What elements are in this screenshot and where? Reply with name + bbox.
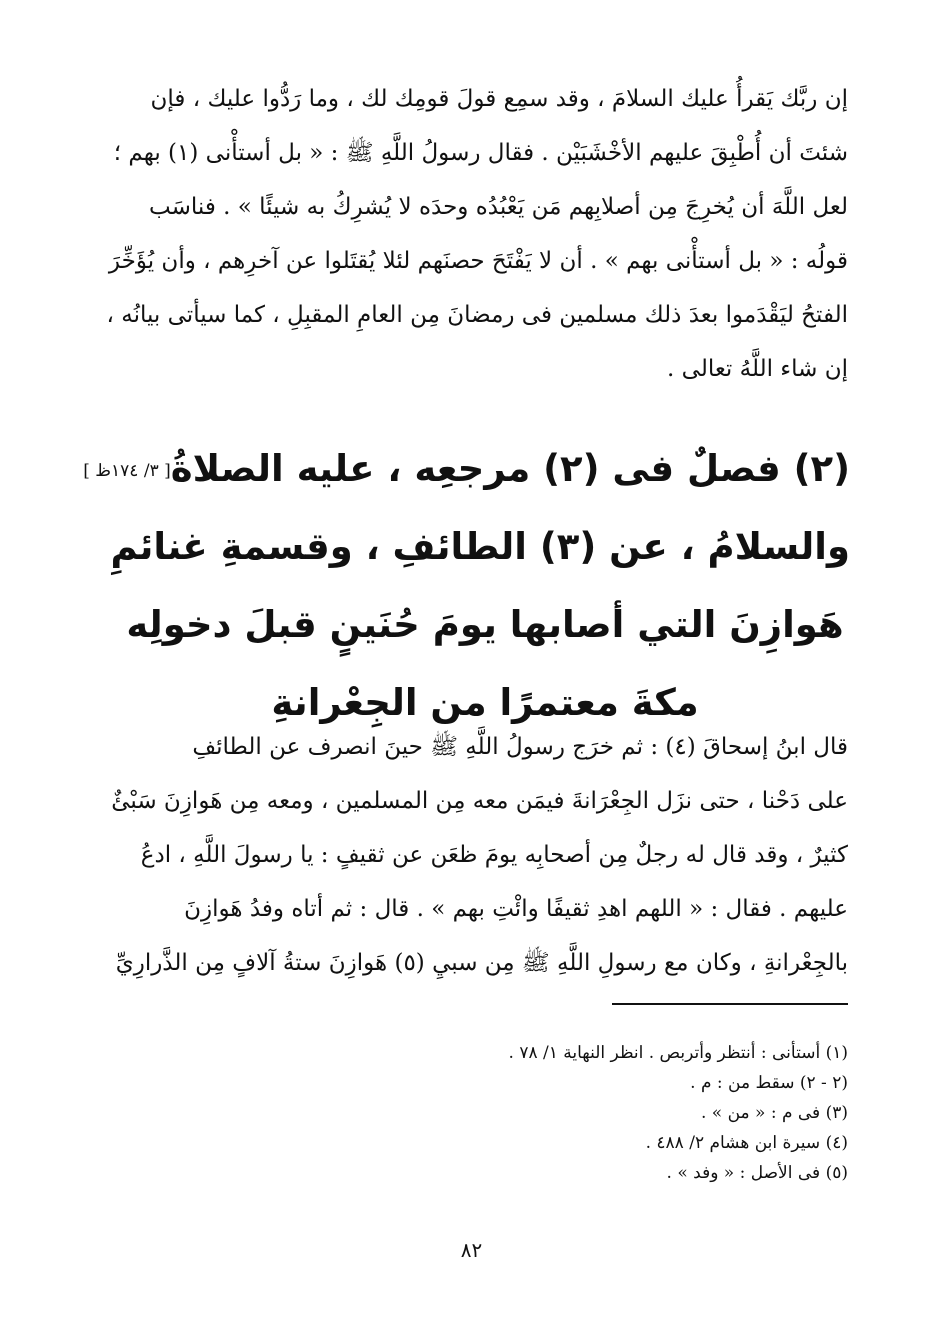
footnote: (٣) فى م : « من » . xyxy=(700,1103,848,1123)
text-line: الفتحُ ليَقْدَموا بعدَ ذلك مسلمين فى رمضانَ مِن العامِ المقبِلِ ، كما سيأتى بيانُه ، xyxy=(106,302,848,328)
chapter-heading-line: هَوازِنَ التي أصابها يومَ حُنَينٍ قبلَ دخولِه xyxy=(126,603,844,646)
text-line: لعل اللَّهَ أن يُخرِجَ مِن أصلابِهم مَن يَعْبُدُه وحدَه لا يُشرِكُ به شيئًا » . فناسَب xyxy=(149,194,848,220)
text-line: شئتَ أن أُطْبِقَ عليهم الأخْشَبَيْن . فقال رسولُ اللَّهِ ﷺ : « بل أستأْنى (١) بهم ؛ xyxy=(113,140,848,166)
text-line: بالجِعْرانةِ ، وكان مع رسولِ اللَّهِ ﷺ مِن سبيِ (٥) هَوازِنَ ستةُ آلافٍ مِن الذَّرارِيِّ xyxy=(115,950,848,976)
text-line: على دَحْنا ، حتى نزَل الجِعْرَانةَ فيمَن معه مِن المسلمين ، ومعه مِن هَوازِنَ سَبْئٌ xyxy=(111,788,848,814)
text-line: قال ابنُ إسحاقَ (٤) : ثم خرَج رسولُ اللَّهِ ﷺ حينَ انصرف عن الطائفِ xyxy=(192,734,848,760)
paragraph-bottom xyxy=(111,720,848,990)
text-line: كثيرٌ ، وقد قال له رجلٌ مِن أصحابِه يومَ ظعَن عن ثقيفٍ : يا رسولَ اللَّهِ ، ادعُ xyxy=(140,842,848,868)
text-line: عليهم . فقال : « اللهم اهدِ ثقيفًا وائْتِ بهم » . قال : ثم أتاه وفدُ هَوازِنَ xyxy=(184,896,848,922)
chapter-heading xyxy=(83,430,850,742)
footnote-separator xyxy=(612,1003,848,1005)
chapter-heading-line: مكةَ معتمرًا من الجِعْرانةِ xyxy=(271,681,699,724)
page-number: ٨٢ xyxy=(460,1238,483,1262)
footnotes xyxy=(300,1038,848,1188)
footnote: (٤) سيرة ابن هشام ٢/ ٤٨٨ . xyxy=(645,1133,848,1153)
text-line: إن شاء اللَّهُ تعالى . xyxy=(667,356,848,382)
chapter-heading-line: والسلامُ ، عن (٣) الطائفِ ، وقسمةِ غنائمِ xyxy=(110,525,850,568)
chapter-heading-line: (٢) فصلٌ فى (٢) مرجعِه ، عليه الصلاةُ[ ٣/ ١٧٤ظ ] xyxy=(83,447,850,490)
footnote: (٢ - ٢) سقط من : م . xyxy=(690,1073,848,1093)
manuscript-ref: [ ٣/ ١٧٤ظ ] xyxy=(83,460,171,481)
footnote: (١) أستأنى : أنتظر وأتربص . انظر النهاية ١/ ٧٨ . xyxy=(508,1043,848,1063)
text-line: قولُه : « بل أستأْنى بهم » . أن لا يَفْتَحَ حصنَهم لئلا يُقتَلوا عن آخرِهم ، وأن يُؤَخِّرَ xyxy=(108,248,848,274)
paragraph-top xyxy=(106,72,848,396)
footnote: (٥) فى الأصل : « وفد » . xyxy=(666,1163,848,1183)
text-line: إن ربَّك يَقرأُ عليك السلامَ ، وقد سمِع قولَ قومِك لك ، وما رَدُّوا عليك ، فإن xyxy=(150,86,848,112)
